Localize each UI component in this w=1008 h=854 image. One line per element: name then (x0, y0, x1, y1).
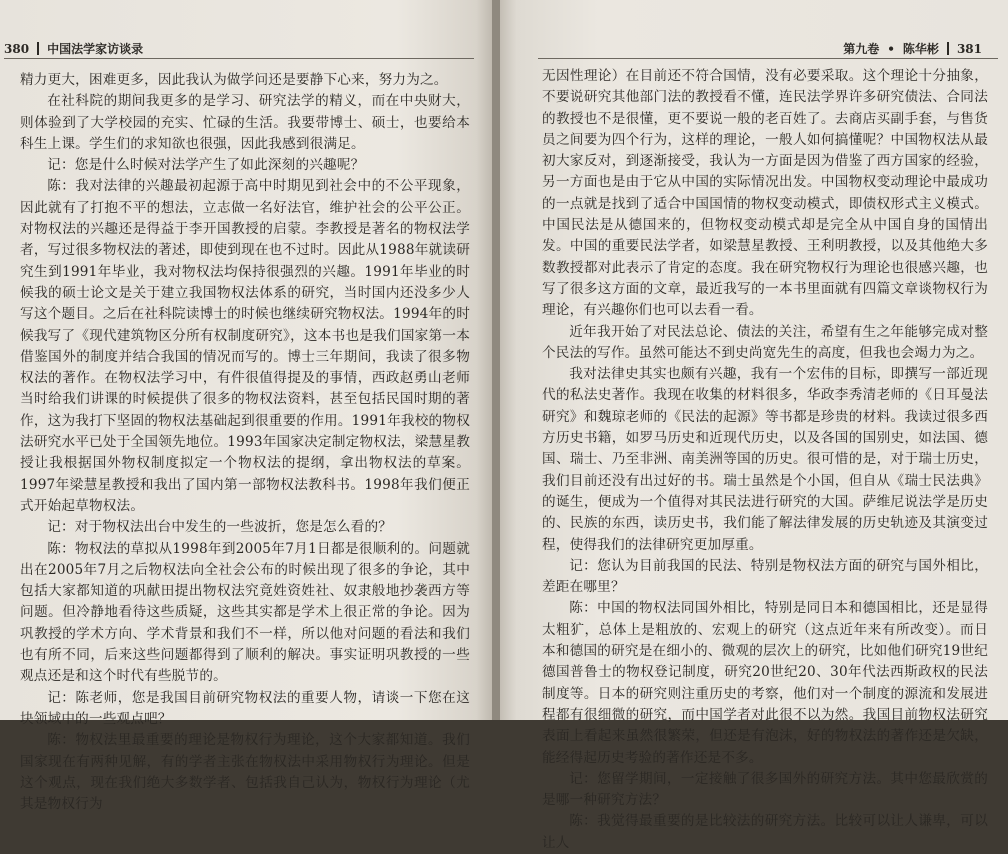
question: 记：您是什么时候对法学产生了如此深刻的兴趣呢？ (47, 157, 365, 174)
right-page-number: 381 (956, 41, 982, 56)
answer: 陈：中国的物权法同国外相比，特别是同日本和德国相比，还是显得太粗犷，总体上是粗放的、宏观上的研究（这点近年来有所改变）。而日本和德国的研究是在细小的、微观的层次上的研究，比如他们研究19世纪德国普鲁士的物权登记制度，研究20世纪20、30年代法西斯政权的民法制度等。日本的研究则注重历史的考察，他们对一个制度的源流和发展进程都有很细微的研究，而中国学者对此很不以为然。我国目前物权法研究表面上看起来虽然很繁荣，但还是有泡沫，好的物权法的著作还是欠缺，能经得起历史考验的著作还是不多。 (542, 600, 988, 766)
right-body-text (542, 66, 988, 854)
paragraph: 精力更大，困难更多，因此我认为做学问还是要静下心来，努力为之。 (20, 72, 448, 88)
left-body-text (20, 70, 470, 815)
section-label: 第九卷 (843, 42, 880, 56)
book-gutter (492, 0, 500, 720)
right-page (496, 0, 1008, 851)
paragraph: 在社科院的期间我更多的是学习、研究法学的精义，而在中央财大，则体验到了大学校园的充实、忙碌的生活。我要带博士、硕士，也要给本科生上课。学生们的求知欲也很强，因此我感到很满足。 (20, 93, 470, 152)
answer: 陈：物权法的草拟从1998年到2005年7月1日都是很顺利的。问题就出在2005年7月之后物权法向全社会公布的时候出现了很多的争论，其中包括大家都知道的巩献田提出物权法究竟姓资姓社、奴隶般地抄袭西方等问题。但冷静地看待这些质疑，这些其实都是学术上很正常的争论。因为巩教授的学术方向、学术背景和我们不一样，所以他对问题的看法和我们也有所不同，后来这些问题都得到了顺利的解决。事实证明巩教授的一些观点还是和这个时代有些脱节的。 (20, 540, 470, 685)
left-header-rule (4, 58, 474, 59)
header-divider-bar (37, 42, 39, 55)
question: 记：您认为目前我国的民法、特别是物权法方面的研究与国外相比，差距在哪里？ (542, 557, 988, 596)
book-title: 中国法学家访谈录 (47, 42, 144, 56)
answer: 陈：我觉得最重要的是比较法的研究方法。比较可以让人谦卑，可以让人 (542, 813, 988, 851)
left-running-head (4, 40, 143, 57)
question: 记：陈老师，您是我国目前研究物权法的重要人物，请谈一下您在这块领域中的一些观点吧？ (20, 689, 470, 727)
left-page-number: 380 (4, 41, 30, 56)
interviewee-name: 陈华彬 (902, 42, 939, 56)
paragraph: 我对法律史其实也颇有兴趣，我有一个宏伟的目标，即撰写一部近现代的私法史著作。我现在收集的材料很多，华政李秀清老师的《日耳曼法研究》和魏琼老师的《民法的起源》等书都是珍贵的材料。我读过很多西方历史书籍，如罗马历史和近现代历史，以及各国的国别史，如法国、德国、瑞士、乃至非洲、南美洲等国的历史。很可惜的是，对于瑞士历史，我们目前还没有出过好的书。瑞士虽然是个小国，但自从《瑞士民法典》的诞生，便成为一个值得对其民法进行研究的大国。萨维尼说法学是历史的、民族的东西，读历史书，我们能了解法律发展的历史轨迹及其演变过程，使得我们的法律研究更加厚重。 (542, 366, 988, 553)
header-divider-bar (947, 42, 949, 55)
right-header-rule (538, 58, 998, 59)
paragraph: 无因性理论）在目前还不符合国情，没有必要采取。这个理论十分抽象，不要说研究其他部门法的教授看不懂，连民法学界许多研究债法、合同法的教授也不是很懂，更不要说一般的老百姓了。去商店买副手套，与售货员之间要为四个行为，这样的理论，一般人如何搞懂呢？中国物权法从最初大家反对，到逐渐接受，我认为一方面是因为借鉴了西方国家的经验，另一方面也是由于它从中国的实际情况出发。中国物权变动理论中最成功的一点就是找到了适合中国国情的物权变动模式，即债权形式主义模式。中国民法是从德国来的，但物权变动模式却是完全从中国自身的国情出发。中国的重要民法学者，如梁慧星教授、王利明教授，以及其他绝大多数教授都对此表示了肯定的态度。我在研究物权行为理论也很感兴趣，也写了很多这方面的文章，最近我写的一本书里面就有四篇文章谈物权行为理论，有兴趣你们也可以去看一看。 (542, 68, 988, 319)
answer: 陈：物权法里最重要的理论是物权行为理论，这个大家都知道。我们国家现在有两种见解，有的学者主张在物权法中采用物权行为理论。但是这个观点，现在我们绝大多数学者、包括我自己认为，物权行为理论（尤其是物权行为 (20, 732, 470, 813)
answer: 陈：我对法律的兴趣最初起源于高中时期见到社会中的不公平现象，因此就有了打抱不平的想法，立志做一名好法官，维护社会的公平公正。对物权法的兴趣还是得益于李开国教授的启蒙。李教授是著名的物权法学者，写过很多物权法的著述，即使到现在也不过时。因此从1988年就读研究生到1991年毕业，我对物权法均保持很强烈的兴趣。1991年毕业的时候我的硕士论文是关于建立我国物权法体系的研究，当时国内还没多少人写这个题目。之后在社科院读博士的时候也继续研究物权法。1994年的时候我写了《现代建筑物区分所有权制度研究》，这本书也是我们国家第一本借鉴国外的制度并结合我国的情况而写的。博士三年期间，我读了很多物权法的著作。在物权法学习中，有件很值得提及的事情，西政赵勇山老师当时给我们讲课的时候提供了很多的物权法资料，甚至包括民国时期的著作，这为我打下坚固的物权法基础起到很重要的作用。1991年我校的物权法研究水平已处于全国领先地位。1993年国家决定制定物权法，梁慧星教授让我根据国外物权制度拟定一个物权法的提纲，拿出物权法的草案。1997年梁慧星教授和我出了国内第一部物权法教科书。1998年我们便正式开始起草物权法。 (20, 178, 470, 514)
question: 记：对于物权法出台中发生的一些波折，您是怎么看的？ (47, 519, 393, 536)
left-page (0, 0, 496, 813)
head-separator: • (887, 41, 895, 56)
right-running-head (843, 40, 982, 57)
question: 记：您留学期间，一定接触了很多国外的研究方法。其中您最欣赏的是哪一种研究方法？ (542, 770, 988, 809)
paragraph: 近年我开始了对民法总论、债法的关注，希望有生之年能够完成对整个民法的写作。虽然可能达不到史尚宽先生的高度，但我也会竭力为之。 (542, 323, 988, 361)
